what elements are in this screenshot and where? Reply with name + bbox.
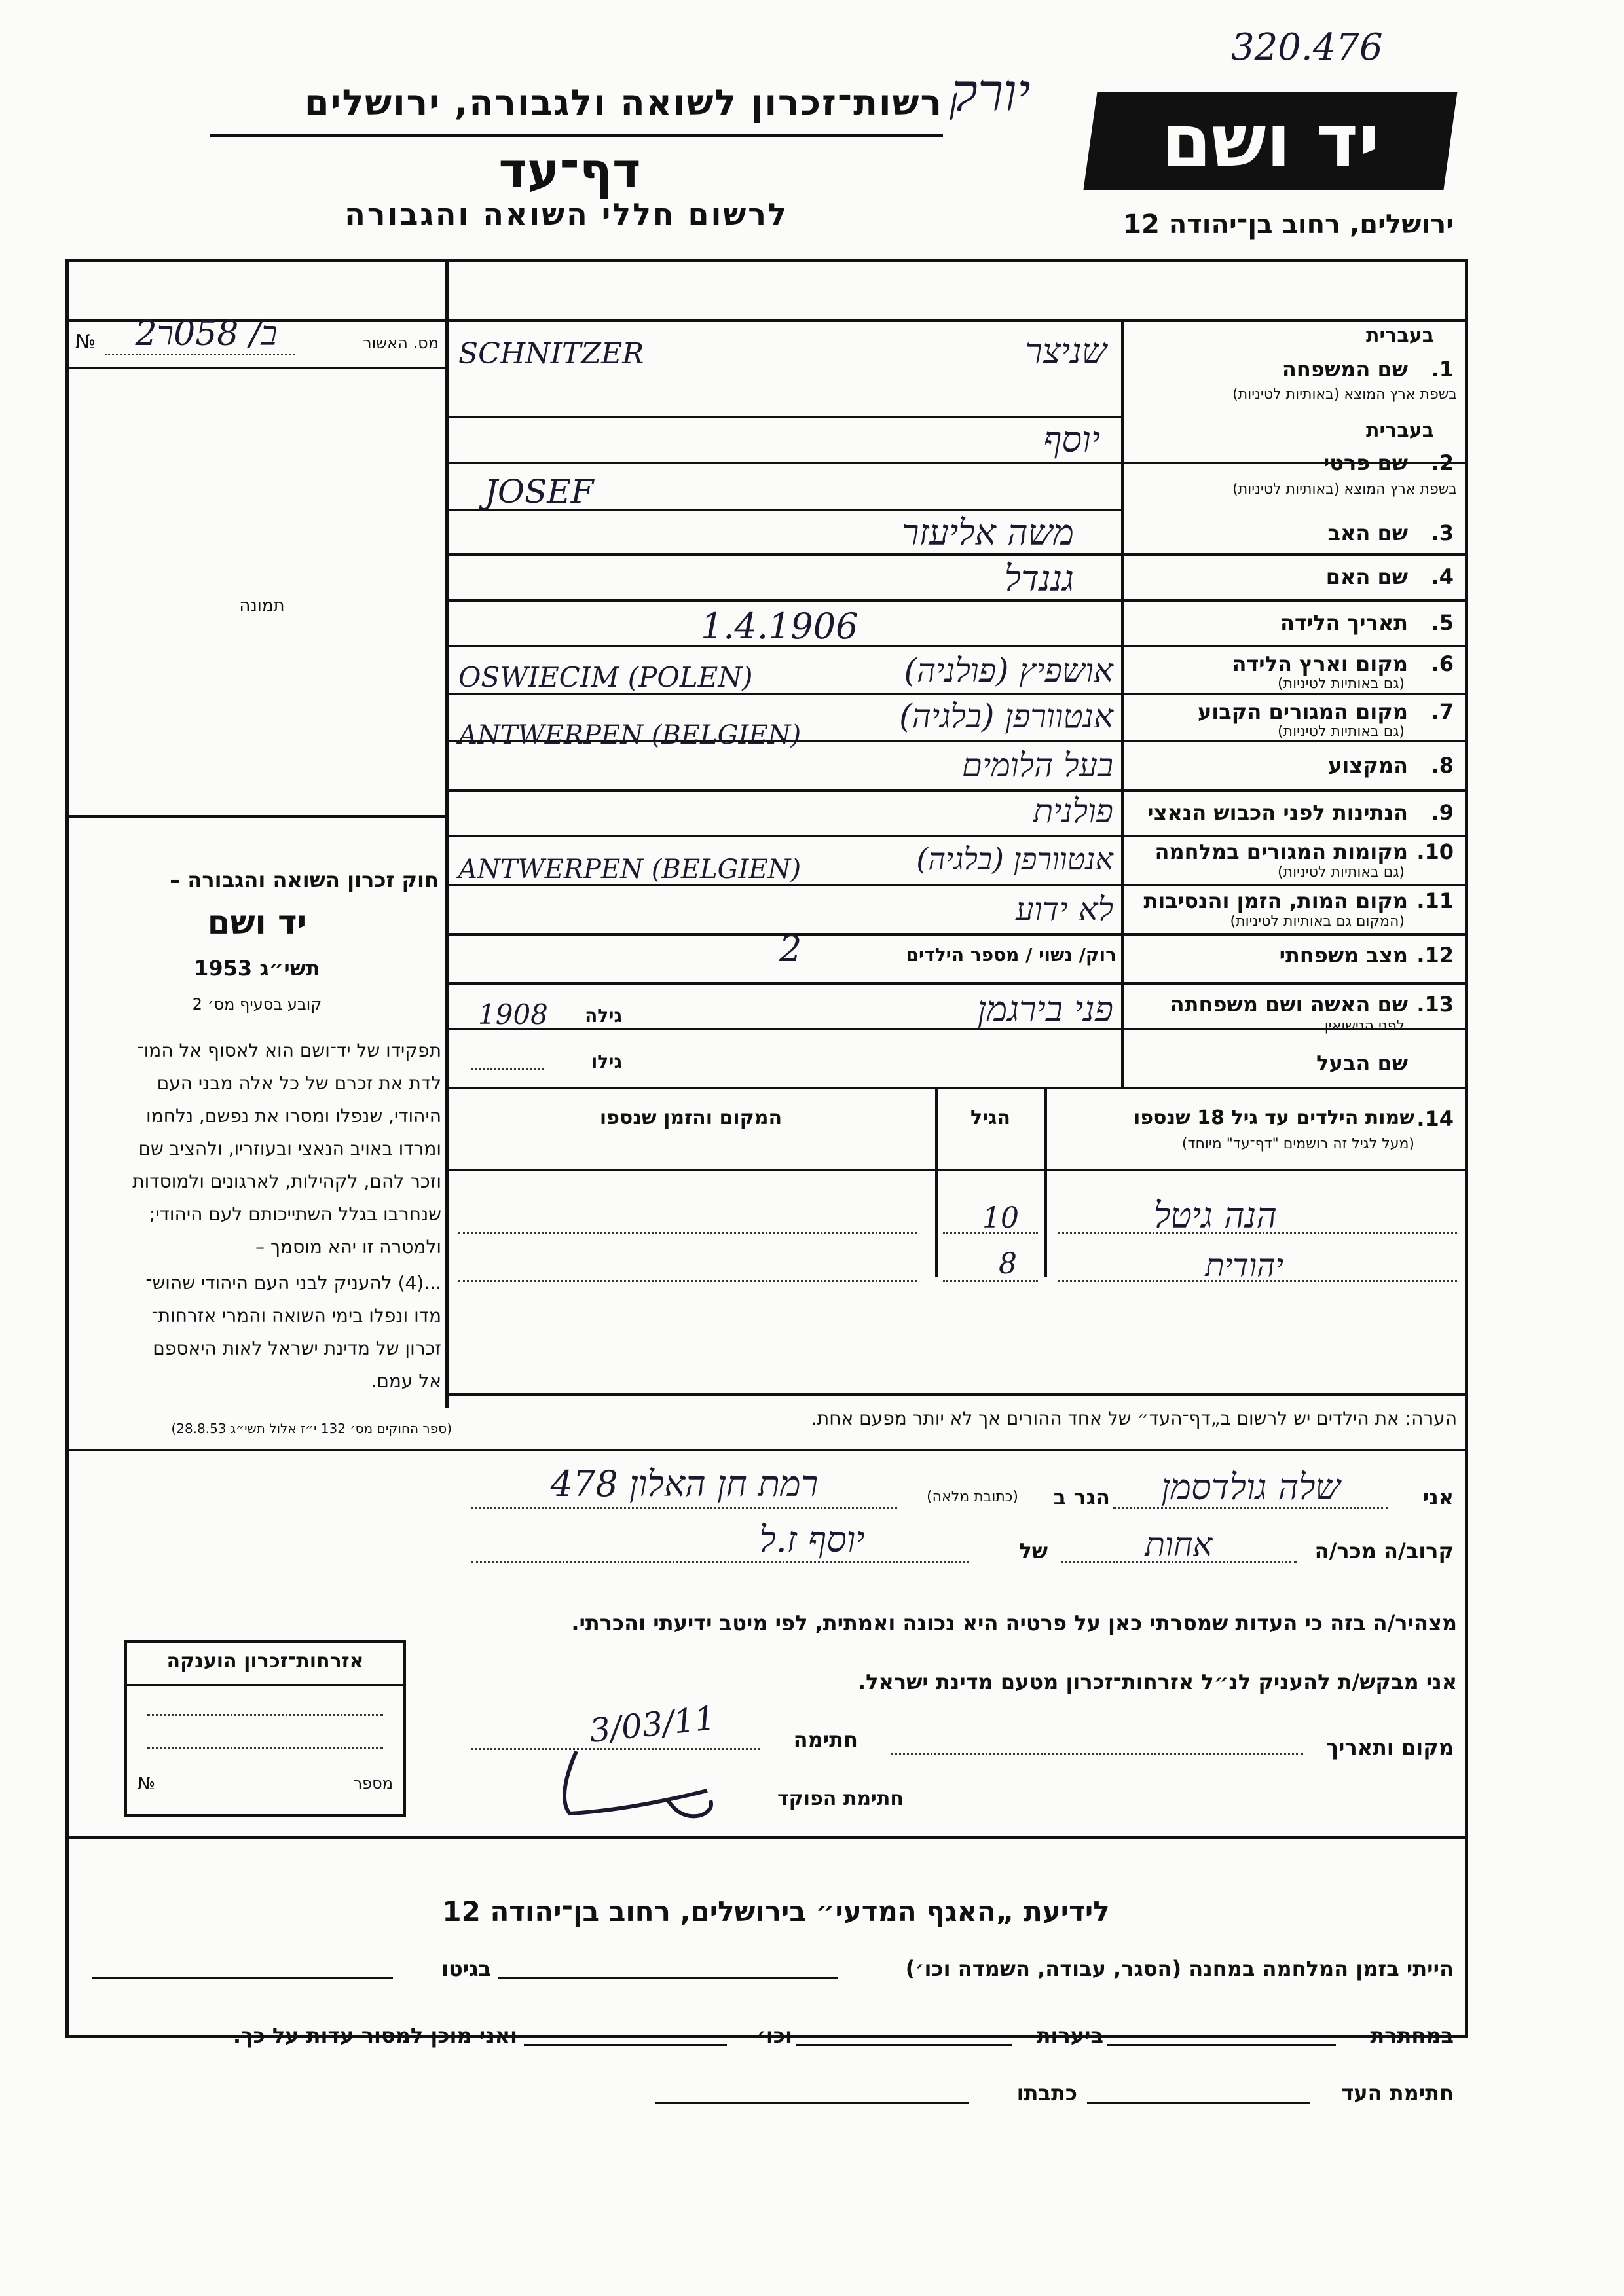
header-title: רשות־זכרון לשואה ולגבורה, ירושלים	[304, 82, 943, 123]
f9-label: הנתינות לפני הכבוש הנאצי	[1147, 800, 1408, 825]
decl-statement-1: מצהיר/ה בזה כי העדות שמסרתי כאן על פרטיה היא נכונה ואמתית, לפי מיטב ידיעתי והכרתי.	[571, 1611, 1457, 1635]
f13-age[interactable]: 1908	[478, 998, 548, 1030]
f6-value-latin[interactable]: OSWIECIM (POLEN)	[458, 661, 753, 693]
f7-num: 7.	[1431, 699, 1454, 724]
f2-value-hebrew[interactable]: יוסף	[1043, 419, 1100, 460]
f2-label: שם פרטי	[1323, 450, 1408, 475]
f1-num: 1.	[1431, 357, 1454, 382]
f10-label: מקומות המגורים במלחמה	[1154, 839, 1408, 864]
decl-of-label: של	[1019, 1539, 1048, 1563]
f11-label: מקום המות, הזמן והנסיבות	[1143, 888, 1408, 913]
f2-heb-tag: בעברית	[1366, 419, 1434, 442]
approval-label: מס. האשור	[363, 334, 439, 352]
f6-sub: (גם באותיות לטיניות)	[1278, 676, 1405, 692]
declarant-name[interactable]: שלה גולדסמן	[1161, 1467, 1340, 1508]
child-1-age[interactable]: 10	[982, 1201, 1019, 1235]
file-number: 320.476	[1231, 26, 1383, 69]
footer-ghetto-field[interactable]	[92, 1977, 393, 1979]
f7-label: מקום המגורים הקבוע	[1197, 699, 1408, 724]
f10-value-hebrew[interactable]: אנטוורפן (בלגיה)	[916, 841, 1113, 877]
footer-etc-field[interactable]	[524, 2044, 727, 2046]
f2-num: 2.	[1431, 450, 1454, 475]
law-body-line: ומרדו באויב הנאצי ובעוזריו, ולהציב שם	[138, 1138, 441, 1159]
footer-line2-end: ואני מוכן למסור עדות על כך.	[232, 2023, 517, 2048]
signature-label: חתימה	[793, 1727, 858, 1752]
f1-value-latin[interactable]: SCHNITZER	[458, 337, 644, 371]
handwritten-note: יורק	[950, 62, 1031, 123]
f12-options: רוק/ נשוי / מספר הילדים	[906, 944, 1116, 966]
children-age-header: הגיל	[970, 1106, 1010, 1129]
children-header-sub: (מעל לגיל זה רושמים "דף־עד" מיוחד)	[1181, 1136, 1414, 1152]
f13-num: 13.	[1416, 992, 1454, 1017]
law-body-line: לדת את זכרם של כל אלה מבני העם	[157, 1072, 441, 1094]
f5-value[interactable]: 1.4.1906	[701, 606, 858, 647]
f13-value[interactable]: פני בירגמן	[977, 989, 1113, 1030]
child-2-name[interactable]: יהודית	[1205, 1247, 1283, 1284]
law-body-line: היהודי, שנפלו ומסרו את נפשם, נלחמו	[146, 1105, 441, 1127]
f5-label: תאריך הלידה	[1280, 610, 1408, 635]
footer-line1-b: בגיטו	[441, 1956, 491, 1981]
husband-label: שם הבעל	[1316, 1051, 1408, 1076]
f8-label: המקצוע	[1328, 753, 1408, 778]
footer-etc-label: וכו׳	[756, 2023, 792, 2048]
f7-value-latin[interactable]: ANTWERPEN (BELGIEN)	[458, 720, 802, 750]
f5-num: 5.	[1431, 610, 1454, 635]
children-header: שמות הילדים עד גיל 18 שנספו	[1134, 1106, 1414, 1129]
law-body-line: וזכר להם, לקהילות, לארגונים ולמוסדות	[132, 1171, 441, 1192]
law-body	[73, 1034, 441, 1264]
form-name: דף־עד	[498, 143, 641, 199]
law-body-line: זכרון של מדינת ישראל לאות היאספם	[153, 1338, 441, 1359]
law-body-line: שנחרבו בגלל השתייכותם לעם היהודי;	[149, 1203, 441, 1225]
f10-value-latin[interactable]: ANTWERPEN (BELGIEN)	[458, 854, 802, 884]
citizenship-number-label: מספר	[353, 1774, 393, 1793]
header-address: ירושלים, רחוב בן־יהודה 12	[1123, 210, 1454, 240]
law-body-line: אל עמם.	[371, 1370, 441, 1392]
f6-num: 6.	[1431, 651, 1454, 676]
law-body-2	[73, 1267, 441, 1398]
citizenship-number-sign: №	[138, 1774, 156, 1794]
f12-label: מצב משפחתי	[1279, 943, 1408, 968]
f6-value-hebrew[interactable]: אושפיץ (פולניה)	[904, 651, 1113, 689]
law-name: יד ושם	[207, 903, 307, 941]
declarant-address[interactable]: רמת חן האלון 478	[550, 1463, 819, 1504]
child-1-name[interactable]: הנה גיטל	[1154, 1195, 1277, 1236]
citizenship-box-title: אזרחות־זכרון הוענקה	[166, 1650, 364, 1673]
photo-label: תמונה	[239, 596, 285, 615]
law-title: חוק זכרון השואה והגבורה –	[170, 867, 439, 892]
f9-value[interactable]: פולנית	[1033, 792, 1113, 830]
f12-num: 12.	[1416, 943, 1454, 968]
f1-label: שם המשפחה	[1282, 357, 1408, 382]
f3-num: 3.	[1431, 520, 1454, 545]
gazette: (ספר החוקים מס׳ 132 י״ז אלול תשי״ג 28.8.53)	[171, 1421, 452, 1436]
logo-text: יד ושם	[1161, 99, 1380, 183]
f1-sub: בשפת ארץ המוצא (באותיות לטיניות)	[1232, 386, 1457, 403]
f11-value[interactable]: לא ידוע	[1015, 890, 1113, 928]
decl-resides-sub: (כתובת מלאה)	[927, 1489, 1018, 1505]
f3-label: שם האב	[1327, 520, 1408, 545]
decl-resides-label: הגר ב	[1053, 1485, 1110, 1510]
f10-num: 10.	[1416, 839, 1454, 864]
no-sign: №	[75, 331, 96, 354]
approval-number: ב/ 058ר2	[135, 314, 278, 354]
f4-num: 4.	[1431, 564, 1454, 589]
signature-date[interactable]: 3/03/11	[587, 1699, 718, 1750]
law-body-line: ולמטרה זו יהא מוסמך –	[255, 1236, 441, 1258]
children-num: 14.	[1416, 1106, 1454, 1131]
children-note: הערה: את הילדים יש לרשום ב„דף־העד״ של אחד ההורים אך לא יותר מפעם אחת.	[811, 1408, 1457, 1429]
footer-camp-field[interactable]	[498, 1977, 838, 1979]
law-year: תשי״ג 1953	[194, 956, 320, 981]
f13-sub: לפני הנישואין	[1324, 1018, 1405, 1034]
f13-age-label: גילה	[585, 1005, 622, 1027]
footer-line1-a: הייתי בזמן המלחמה במחנה (הסגר, עבודה, השמדה וכו׳)	[905, 1956, 1454, 1981]
signature-scribble	[550, 1738, 747, 1830]
footer-witness-sign-label: חתימת העד	[1341, 2081, 1454, 2105]
child-2-age[interactable]: 8	[999, 1247, 1017, 1281]
f8-num: 8.	[1431, 753, 1454, 778]
f6-label: מקום וארץ הלידה	[1232, 651, 1408, 676]
f1-heb-tag: בעברית	[1366, 324, 1434, 347]
decl-i-label: אני	[1422, 1485, 1454, 1510]
f9-num: 9.	[1431, 800, 1454, 825]
husband-age-label: גילו	[591, 1051, 622, 1072]
official-signature-label: חתימת הפוקד	[777, 1787, 904, 1810]
place-date-label: מקום ותאריך	[1326, 1735, 1454, 1760]
f1-value-hebrew[interactable]: שניצר	[1025, 331, 1107, 372]
form-subtitle: לרשום חללי השואה והגבורה	[344, 196, 788, 232]
footer-underground-label: במחתרת	[1370, 2023, 1454, 2048]
law-body-line: תפקידו של יד־ושם הוא לאסוף אל המו־	[137, 1040, 441, 1061]
children-place-header: המקום והזמן שנספו	[599, 1106, 783, 1129]
f12-children-count[interactable]: 2	[779, 928, 802, 970]
footer-witness-sign-field[interactable]	[1087, 2102, 1310, 2104]
decl-of-value[interactable]: יוסף ז.ל	[759, 1519, 865, 1560]
f11-sub: (המקום גם באותיות לטיניות)	[1230, 913, 1405, 930]
f4-value[interactable]: גננדל	[1004, 558, 1074, 599]
f3-value[interactable]: משה אליעזר	[901, 512, 1074, 553]
law-clause: קובע בסעיף מס׳ 2	[192, 995, 322, 1013]
footer-forests-field[interactable]	[796, 2044, 1012, 2046]
f8-value[interactable]: בעל הלומים	[961, 746, 1113, 784]
law-body-line: מדו ונפלו בימי השואה והמרי אזרחות־	[151, 1305, 441, 1326]
f7-sub: (גם באותיות לטיניות)	[1278, 723, 1405, 740]
f11-num: 11.	[1416, 888, 1454, 913]
decl-relative-label: קרוב/ה מכר/ה	[1314, 1539, 1454, 1563]
footer-underground-field[interactable]	[1107, 2044, 1336, 2046]
footer-forests-label: ביערות	[1036, 2023, 1103, 2048]
footer-title: לידיעת „האגף המדעי״ בירושלים, רחוב בן־יהודה 12	[442, 1895, 1110, 1927]
decl-statement-2: אני מבקש/ת להעניק לנ״ל אזרחות־זכרון מטעם מדינת ישראל.	[858, 1669, 1457, 1694]
footer-address-label: כתבתו	[1016, 2081, 1077, 2105]
footer-address-field[interactable]	[655, 2102, 969, 2104]
f4-label: שם האם	[1325, 564, 1408, 589]
f13-label: שם האשה ושם משפחתה	[1170, 992, 1408, 1017]
law-body-line: ...(4) להעניק לבני העם היהודי שהוש־	[145, 1272, 441, 1294]
f7-value-hebrew[interactable]: אנטוורפן (בלגיה)	[899, 697, 1113, 735]
f2-value-latin[interactable]: JOSEF	[485, 473, 594, 511]
f10-sub: (גם באותיות לטיניות)	[1278, 864, 1405, 881]
f2-sub: בשפת ארץ המוצא (באותיות לטיניות)	[1232, 481, 1457, 498]
decl-relation[interactable]: אחות	[1145, 1525, 1213, 1563]
